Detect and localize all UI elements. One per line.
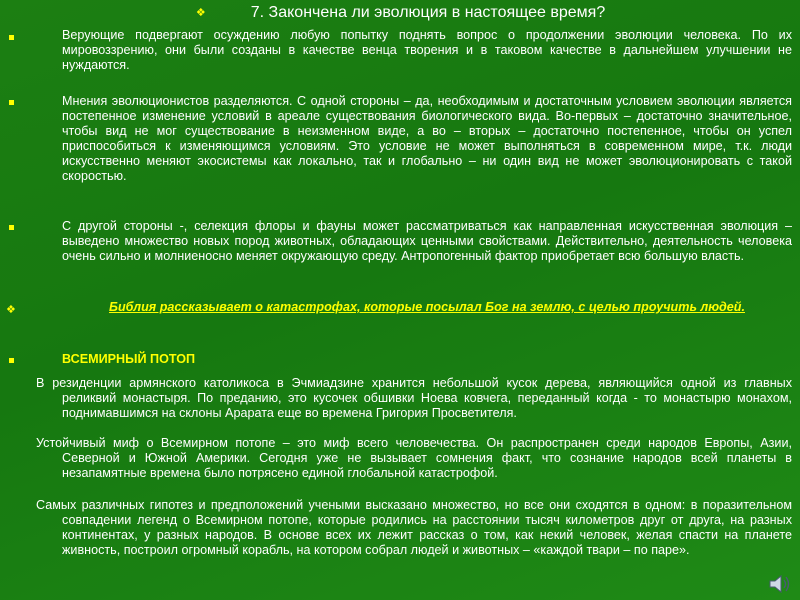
paragraph-etchmiadzin: В резиденции армянского католикоса в Эчмиадзине хранится небольшой кусок дерева, являющийся одной из главных реликвий монастыря. По преданию, это кусочек обшивки Ноева ковчега, переданный когда - то монастырю монахом, поднимавшимся на склоны Арарата еще во времена Григория Просветителя. — [36, 376, 792, 420]
diamond-icon: ❖ — [6, 304, 16, 316]
square-bullet-icon — [9, 225, 14, 230]
square-bullet-icon — [9, 358, 14, 363]
paragraph-selection: С другой стороны -, селекция флоры и фауны может рассматриваться как направленная искусственная эволюция – выведено множество новых пород животных, обладающих ценными свойствами. Действительно, деятельность человека очень сильно и молниеносно меняет окружающую среду. Антропогенный фактор приобретает всю большую власть. — [62, 219, 792, 263]
paragraph-believers: Верующие подвергают осуждению любую попытку поднять вопрос о продолжении эволюции человека. По их мировоззрению, они были созданы в качестве венца творения и в таковом качестве в дальнейшем улучшении не нуждаются. — [62, 28, 792, 72]
paragraph-hypotheses: Самых различных гипотез и предположений учеными высказано множество, но все они сходятся в одном: в поразительном совпадении легенд о Всемирном потопе, которые родились на расстоянии тысяч километров друг от друга, на разных континентах, у разных народов. В основе всех их лежит рассказ о том, как некий человек, желая спасти на планете живность, построил огромный корабль, на котором собрал людей и животных – «каждой твари – по паре». — [36, 498, 792, 557]
square-bullet-icon — [9, 35, 14, 40]
speaker-icon[interactable] — [768, 574, 792, 594]
diamond-icon: ❖ — [195, 7, 206, 19]
paragraph-flood-myth: Устойчивый миф о Всемирном потопе – это миф всего человечества. Он распространен среди народов Европы, Азии, Северной и Южной Америки. Сегодня уже не вызывает сомнения факт, что сознание народов всей планеты в незапамятные времена было потрясено единой глобальной катастрофой. — [36, 436, 792, 480]
title-row — [0, 4, 800, 22]
paragraph-evolutionists: Мнения эволюционистов разделяются. С одной стороны – да, необходимым и достаточным условием эволюции является постепенное изменение условий в ареале существования биологического вида. Во-первых – достаточно значительное, чтобы вид не мог существование в неизменном виде, а во – вторых – достаточно постепенное, чтобы он успел приспособиться к изменяющимся условиям. Это условие не может выполняться в современном мире, т.к. люди искусственно меняют экосистемы как локально, так и глобально – ни один вид не может эволюционировать с такой скоростью. — [62, 94, 792, 183]
slide-title: 7. Закончена ли эволюция в настоящее время? — [250, 4, 606, 21]
bible-link[interactable]: Библия рассказывает о катастрофах, которые посылал Бог на землю, с целью проучить людей. — [109, 300, 745, 314]
flood-heading: ВСЕМИРНЫЙ ПОТОП — [62, 352, 196, 366]
square-bullet-icon — [9, 100, 14, 105]
